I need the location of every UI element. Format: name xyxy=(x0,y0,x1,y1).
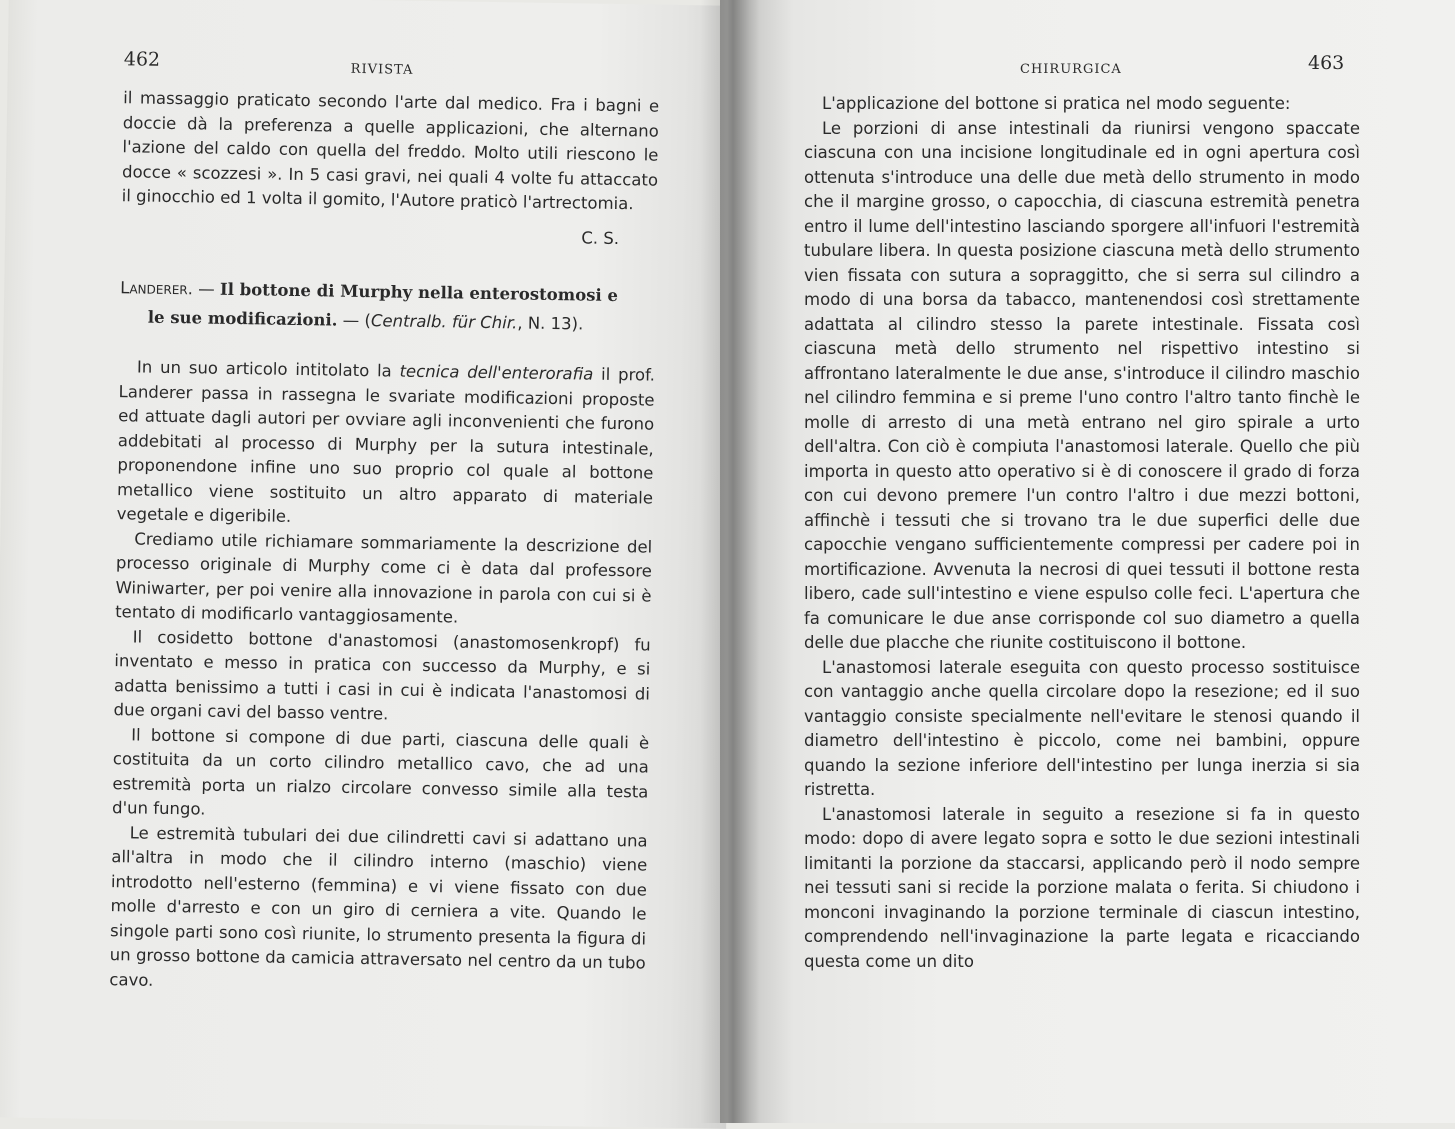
left-page-body xyxy=(109,86,659,1000)
heading-dash: — xyxy=(192,279,221,299)
paragraph: L'anastomosi laterale in seguito a resezione si fa in questo modo: dopo di avere legato sopra e sotto le due sezioni intestinali limitanti la porzione da staccarsi, applicando però il nodo sempre nei tessuti sani si recide la porzione malata o ferita. Si chiudono i monconi invaginando la porzione terminale di ciascun intestino, comprendendo nell'invaginazione la parte legata e ricacciando questa come un dito xyxy=(804,804,1360,971)
paragraph: Crediamo utile richiamare sommariamente la descrizione del processo originale di Murphy come ci è data dal professore Winiwarter, per poi venire alla innovazione in parola con cui si è tentato di modificarlo vantaggiosamente. xyxy=(115,528,653,627)
paragraph xyxy=(116,355,655,535)
article-title-part2: le sue modificazioni. xyxy=(147,307,338,330)
article-title-part1: Il bottone di Murphy nella enterostomosi e xyxy=(219,279,619,306)
paragraph: Le porzioni di anse intestinali da riunirsi vengono spaccate ciascuna con una incisione longitudinale ed in ogni apertura così ottenuta s'introduce una delle due metà dello strumento in modo che il margine grosso, o capocchia, di ciascuna estremità penetra entro il lume dell'intestino lasciando sporgere all'infuori l'estremità tubulare libera. In questa posizione ciascuna metà dello strumento vien fissata con sutura a sopraggitto, che si serra sul cilindro a modo di una borsa da tabacco, mantenendosi così strettamente adattata al cilindro stesso la parete intestinale. Fissata così ciascuna metà dello strumento nel rispettivo intestino si affrontano lateralmente le due anse, s'introduce il cilindro maschio nel cilindro femmina e si preme l'uno contro l'altro tanto finchè le molle di arresto di una metà entrano nel giro spirale a urto dell'altra. Con ciò è compiuta l'anastomosi laterale. Quello che più importa in questo atto operativo si è di conoscere il grado di forza con cui devono premere l'un contro l'altro i due mezzi bottoni, affinchè i tessuti che si trovano tra le due superfici delle due capocchie vengano sufficientemente compressi per cadere poi in mortificazione. Avvenuta la necrosi di quei tessuti il bottone resta libero, cade sull'intestino e viene espulso colle feci. L'apertura che fa comunicare le due anse corrisponde col suo diametro a quella delle due placche che riunite costituiscono il bottone. xyxy=(804,118,1360,652)
signature: C. S. xyxy=(581,227,620,248)
article-source: Centralb. für Chir. xyxy=(370,311,518,333)
paragraph: Il bottone si compone di due parti, ciascuna delle quali è costituita da un corto cilindro metallico cavo, che ad una estremità porta un rialzo circolare convesso simile alla testa d'un fungo. xyxy=(111,724,650,819)
running-title: CHIRURGICA xyxy=(1020,62,1122,77)
paragraph: Le estremità tubulari dei due cilindretti cavi si adattano una all'altra in modo che il cilindro interno (maschio) viene introdotto nell'esterno (femmina) e vi viene fissato con due molle d'arresto e con un giro di cerniera a vite. Quando le singole parti sono così riunite, lo strumento presenta la figura di un grosso bottone da camicia attraversato nel centro da un tubo cavo. xyxy=(109,822,648,990)
heading-dash-2: — ( xyxy=(337,310,372,331)
article-number: , N. 13). xyxy=(517,313,584,334)
paragraph-text-before: In un suo articolo intitolato la xyxy=(136,357,400,381)
paragraph: Il cosidetto bottone d'anastomosi (anastomosenkropf) fu inventato e messo in pratica con successo da Murphy, e si adatta benissimo a tutti i casi in cui è indicata l'anastomosi di due organi cavi del basso ventre. xyxy=(113,626,651,724)
article-heading-second-line xyxy=(120,302,656,339)
page-number: 463 xyxy=(1308,52,1345,74)
paragraph-text-after: il prof. Landerer passa in rassegna le svariate modificazioni proposte ed attuate dagli autori per ovviare agli inconvenienti che furono addebitati al processo di Murphy per la sutura intestinale, proponendone infine uno suo proprio col quale al bottone metallico viene sostituito un altro apparato di materiale vegetale e digeribile. xyxy=(116,364,656,526)
book-gutter xyxy=(700,0,760,1123)
right-page-body xyxy=(804,92,1360,974)
paragraph: L'anastomosi laterale eseguita con questo processo sostituisce con vantaggio anche quella circolare dopo la resezione; ed il suo vantaggio consiste specialmente nell'evitare le stenosi quando il diametro dell'intestino è piccolo, come nei bambini, oppure quando la sezione inferiore dell'intestino per lunga inerzia si sia ristretta. xyxy=(804,657,1360,799)
right-page-header xyxy=(720,52,1455,86)
paragraph-italic-title: tecnica dell'enterorafia xyxy=(399,361,594,384)
paragraph: L'applicazione del bottone si pratica nel modo seguente: xyxy=(822,94,1291,113)
page-number: 462 xyxy=(123,48,161,71)
left-page-header xyxy=(7,46,742,92)
right-page xyxy=(720,0,1455,1123)
running-title: RIVISTA xyxy=(350,61,414,78)
article-author: Landerer. xyxy=(120,278,194,299)
continuation-paragraph: il massaggio praticato secondo l'arte dal medico. Fra i bagni e doccie dà la preferenza a quelle applicazioni, che alternano l'azione del caldo con quella del freddo. Molto utili riescono le docce « scozzesi ». In 5 casi gravi, nei quali 4 volte fu attaccato il ginocchio ed 1 volta il gomito, l'Autore praticò l'artrectomia. xyxy=(121,88,660,214)
article-heading xyxy=(120,273,657,339)
